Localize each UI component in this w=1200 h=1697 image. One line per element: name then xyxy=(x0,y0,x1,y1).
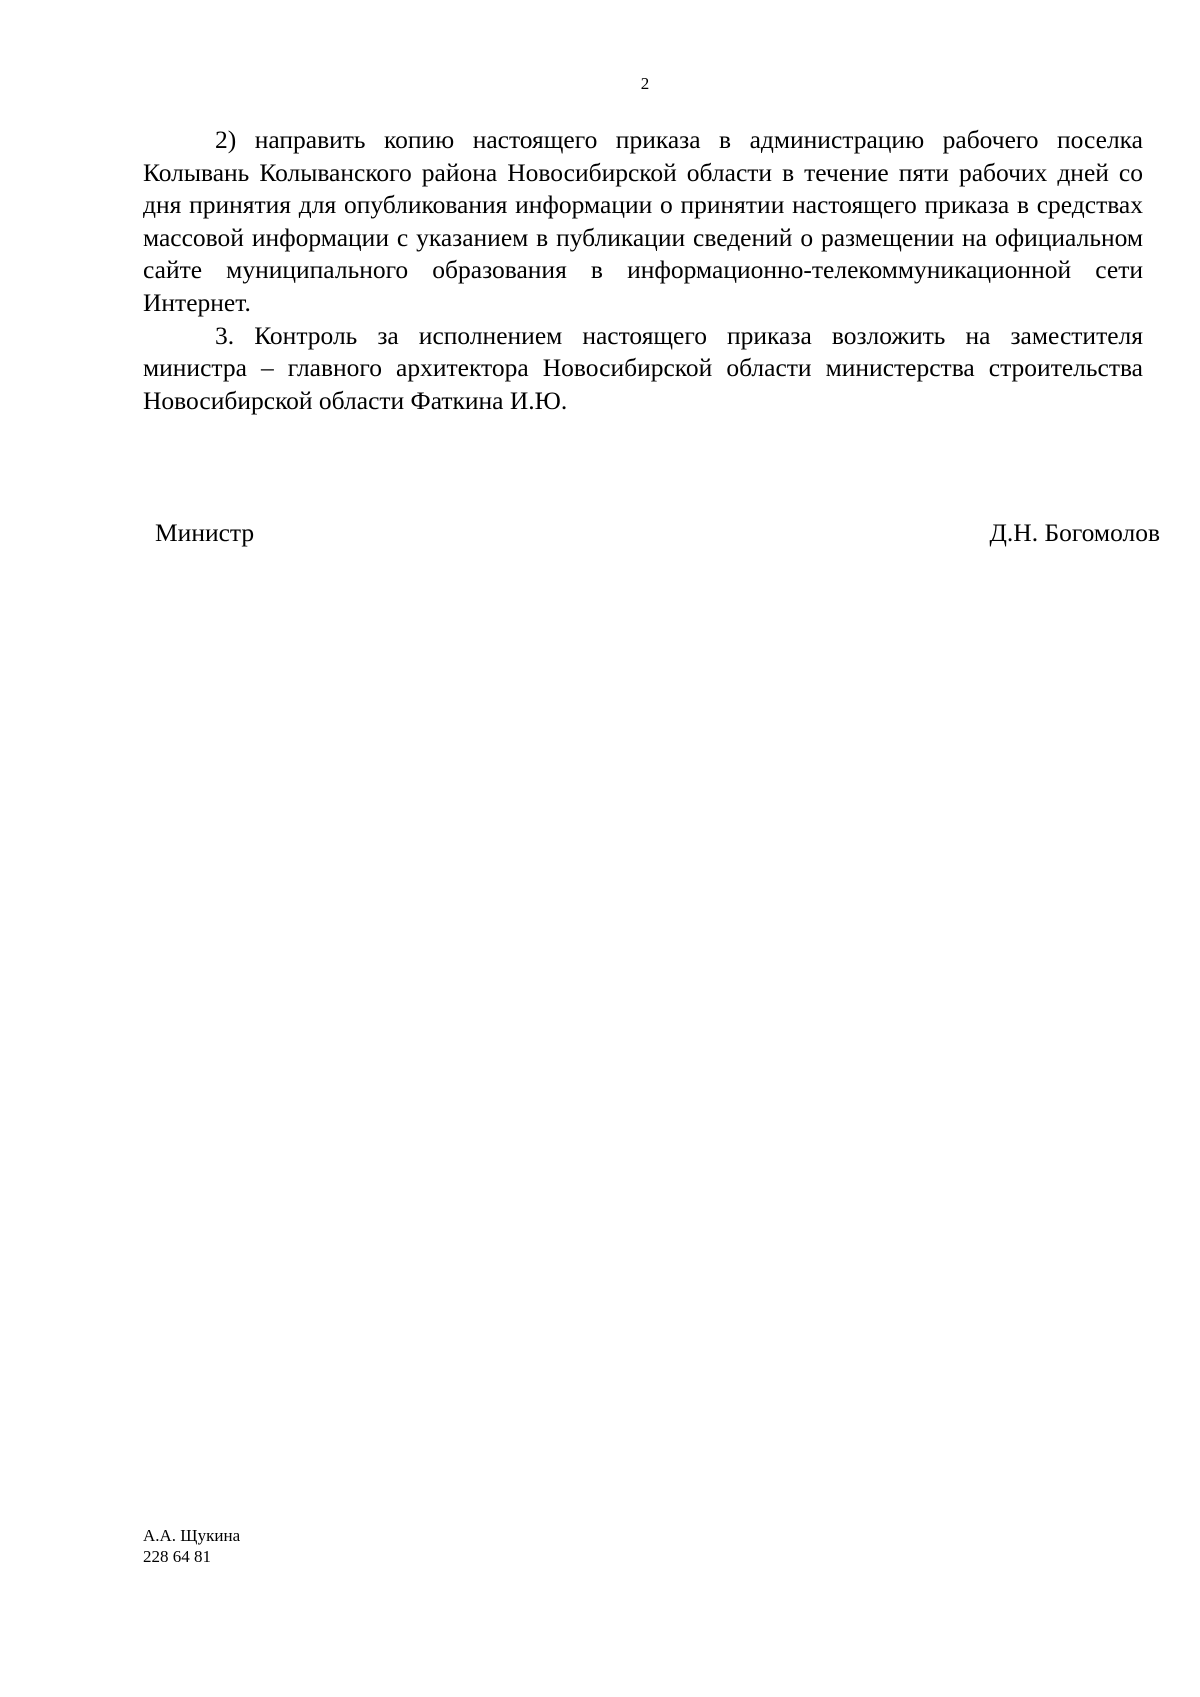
signature-block xyxy=(155,518,1160,548)
document-body xyxy=(143,124,1143,417)
signatory-name: Д.Н. Богомолов xyxy=(989,518,1160,547)
page-number: 2 xyxy=(640,74,650,93)
paragraph-item-2: 2) направить копию настоящего приказа в администрацию рабочего поселка Колывань Колыванского района Новосибирской области в течение пяти рабочих дней со дня принятия для опубликования информации о принятии настоящего приказа в средствах массовой информации с указанием в публикации сведений о размещении на официальном сайте муниципального образования в информационно-телекоммуникационной сети Интернет. xyxy=(143,125,1143,317)
executor-phone: 228 64 81 xyxy=(143,1547,211,1566)
executor-name: А.А. Щукина xyxy=(143,1526,241,1545)
paragraph-item-3: 3. Контроль за исполнением настоящего приказа возложить на заместителя министра – главного архитектора Новосибирской области министерства строительства Новосибирской области Фаткина И.Ю. xyxy=(143,320,1143,415)
signatory-position: Министр xyxy=(155,518,255,547)
executor-footer xyxy=(143,1525,240,1567)
